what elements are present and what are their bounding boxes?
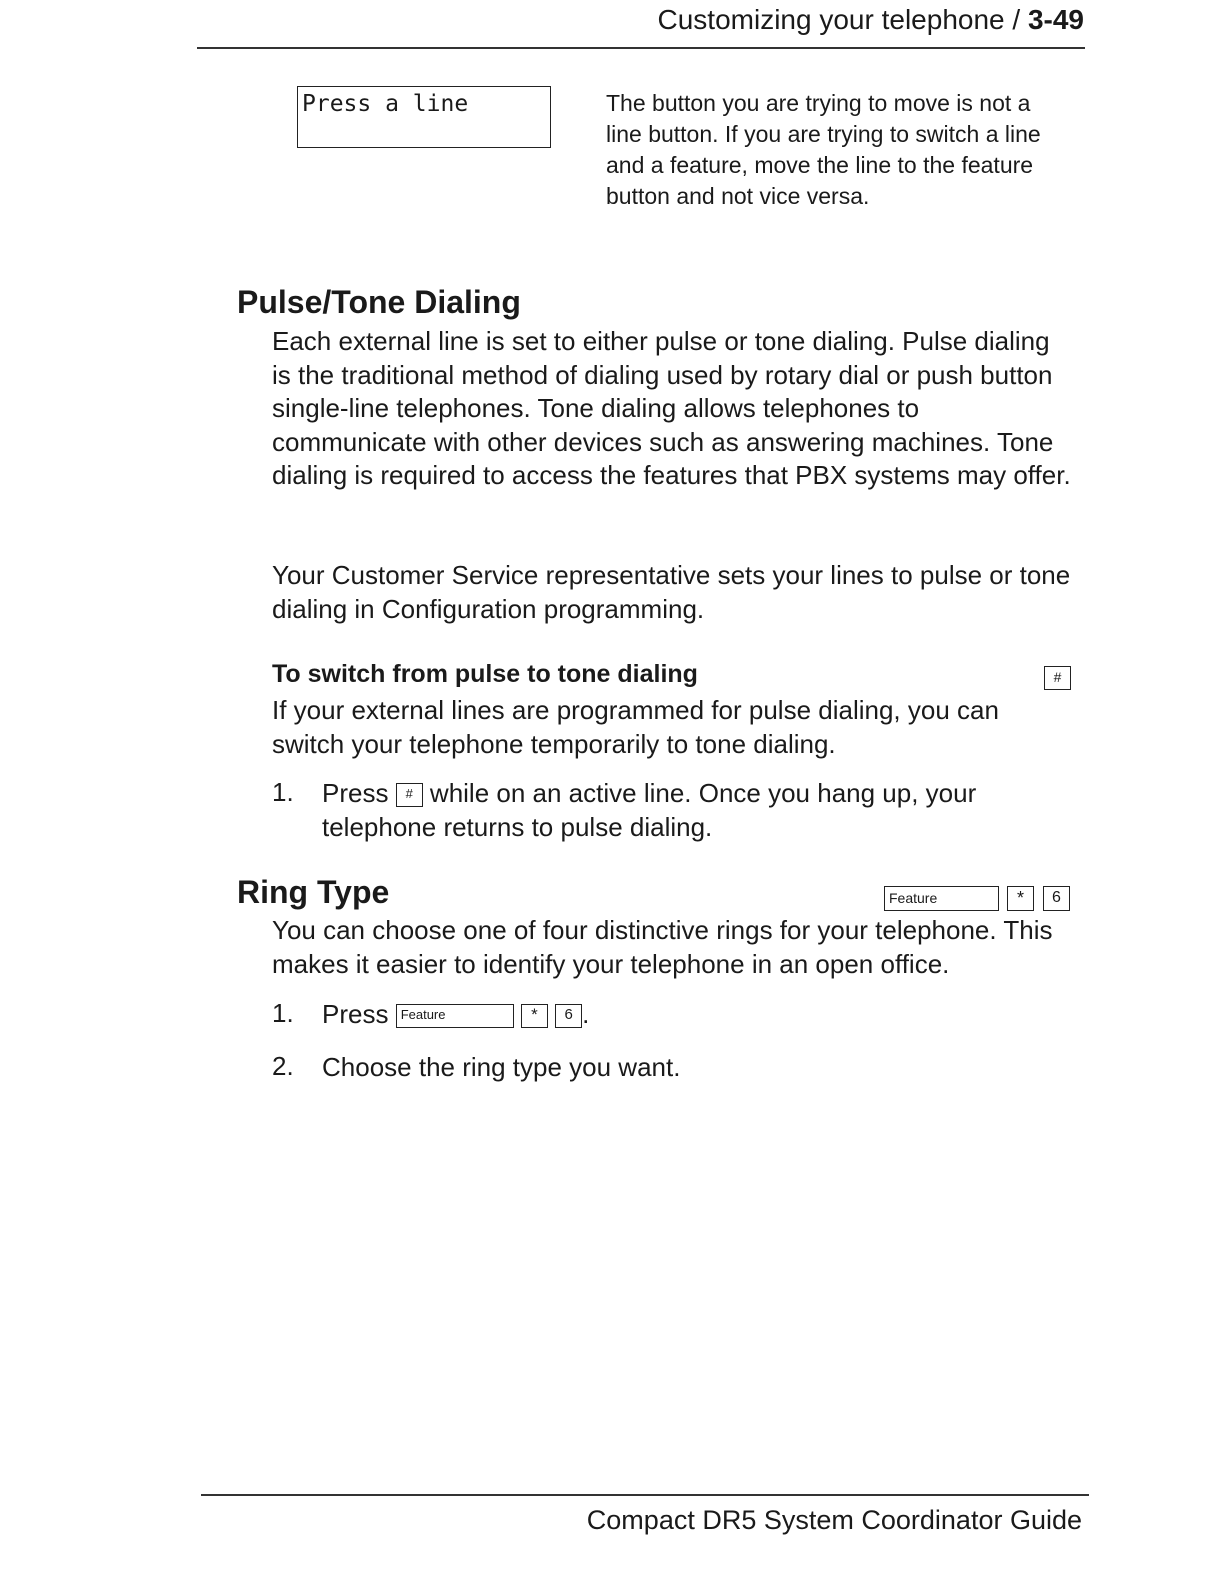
step-number: 2.: [272, 1051, 294, 1081]
ring-type-step-2: Choose the ring type you want.: [322, 1052, 681, 1082]
six-key-icon: 6: [1043, 886, 1070, 911]
feature-key-icon: Feature: [884, 886, 999, 911]
pound-key-icon: #: [396, 783, 423, 807]
step-number: 1.: [272, 777, 294, 807]
running-header: [658, 4, 1084, 36]
switch-paragraph: If your external lines are programmed for pulse dialing, you can switch your telephone temporarily to tone dialing.: [272, 695, 999, 759]
pulse-tone-paragraph-2: Your Customer Service representative sets your lines to pulse or tone dialing in Configuration programming.: [272, 560, 1071, 624]
section-heading-ring-type: Ring Type: [237, 874, 390, 910]
footer-title: Compact DR5 System Coordinator Guide: [586, 1505, 1082, 1535]
star-key-icon: *: [521, 1004, 548, 1028]
step-number: 1.: [272, 998, 294, 1028]
page-number: 3-49: [1027, 4, 1084, 35]
display-text: Press a line: [302, 91, 469, 117]
section-heading-pulse-tone: Pulse/Tone Dialing: [237, 284, 521, 320]
header-title: Customizing your telephone /: [657, 4, 1028, 35]
ring-type-step-1: Press Feature * 6 .: [322, 999, 590, 1029]
pulse-tone-step-1: Press # while on an active line. Once you hang up, your telephone returns to pulse dialing.: [322, 778, 977, 842]
pound-key-icon: #: [1044, 666, 1071, 690]
pulse-tone-paragraph-1: Each external line is set to either pulse or tone dialing. Pulse dialing is the traditional method of dialing used by rotary dial or push button single-line telephones. Tone dialing allows telephones to communicate with other devices such as answering machines. Tone dialing is required to access the features that PBX systems may offer.: [272, 326, 1071, 490]
footer-rule: [201, 1494, 1089, 1496]
display-explanation: The button you are trying to move is not a line button. If you are trying to switch a line and a feature, move the line to the feature button and not vice versa.: [606, 90, 1041, 209]
header-rule: [197, 47, 1085, 49]
feature-key-icon: Feature: [396, 1004, 514, 1028]
display-screen-box: [297, 86, 551, 148]
star-key-icon: *: [1007, 886, 1034, 911]
six-key-icon: 6: [555, 1004, 582, 1028]
subheading-switch-pulse-tone: To switch from pulse to tone dialing: [272, 660, 698, 688]
ring-type-paragraph: You can choose one of four distinctive rings for your telephone. This makes it easier to identify your telephone in an open office.: [272, 915, 1053, 979]
